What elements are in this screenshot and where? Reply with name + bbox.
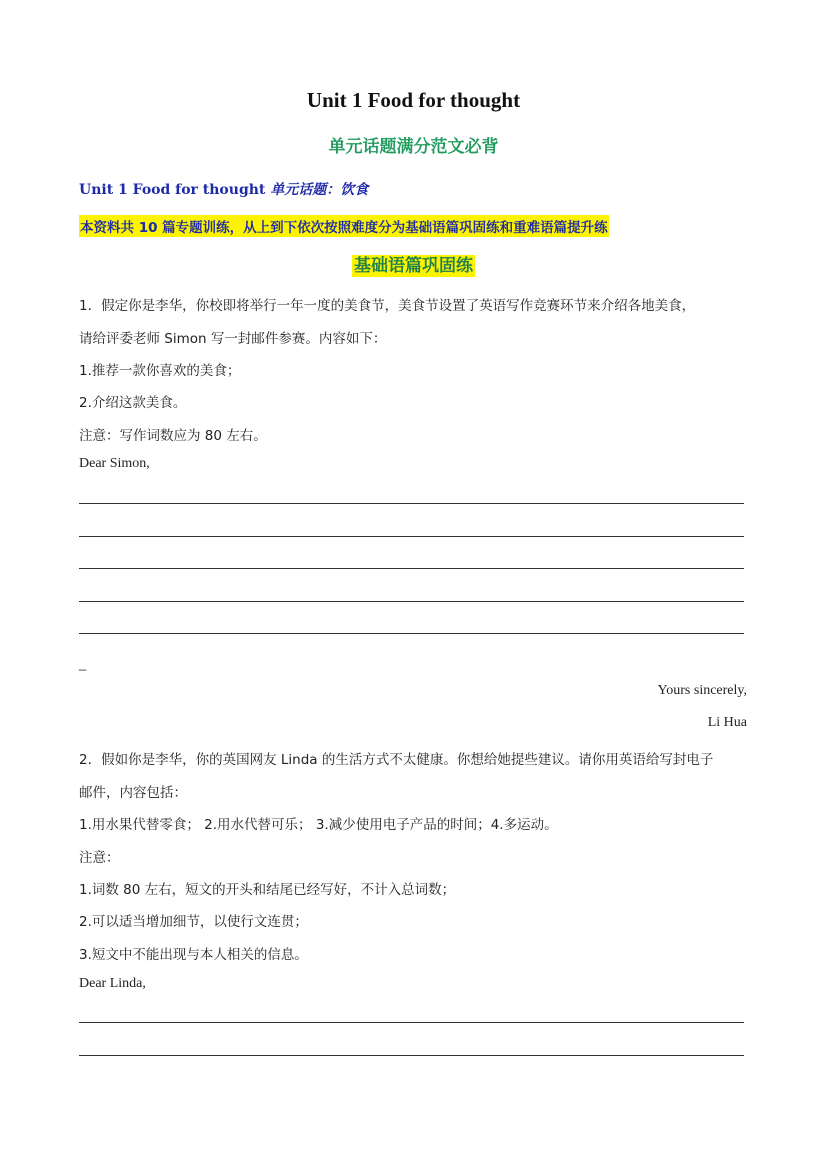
- task2-note-2: 2.可以适当增加细节，以使行文连贯；: [79, 914, 308, 930]
- section-heading-text: 基础语篇巩固练: [354, 256, 473, 276]
- document-title: Unit 1 Food for thought: [306, 88, 521, 112]
- topic-chinese: 单元话题：饮食: [270, 182, 369, 198]
- section-heading: [0, 251, 827, 276]
- task1-note: 注意：写作词数应为 80 左右。: [79, 428, 267, 444]
- task2-note-3: 3.短文中不能出现与本人相关的信息。: [79, 947, 308, 963]
- document-subtitle: 单元话题满分范文必背: [328, 137, 499, 157]
- answer-line: [79, 568, 744, 569]
- task1-requirement-2: 2.介绍这款美食。: [79, 395, 187, 411]
- blank-dash: _: [79, 656, 87, 671]
- task2-greeting: Dear Linda,: [79, 976, 146, 991]
- task2-prompt-line2: 邮件，内容包括：: [79, 785, 187, 801]
- answer-line: [79, 536, 744, 537]
- task2-prompt-line1: 2．假如你是李华，你的英国网友 Linda 的生活方式不太健康。你想给她提些建议。请你用英语给写封电子: [79, 752, 714, 768]
- topic-english: Unit 1 Food for thought: [79, 182, 271, 198]
- task1-requirement-1: 1.推荐一款你喜欢的美食；: [79, 363, 241, 379]
- answer-line: [79, 1022, 744, 1023]
- task2-note-label: 注意：: [79, 850, 120, 866]
- topic-line: [79, 179, 368, 199]
- highlighted-notice: 本资料共 10 篇专题训练，从上到下依次按照难度分为基础语篇巩固练和重难语篇提升练: [79, 215, 609, 237]
- answer-line: [79, 503, 744, 504]
- task1-signature: Li Hua: [707, 715, 747, 730]
- answer-line: [79, 633, 744, 634]
- answer-line: [79, 601, 744, 602]
- task1-prompt-line1: 1．假定你是李华，你校即将举行一年一度的美食节，美食节设置了英语写作竞赛环节来介绍各地美食，: [79, 298, 696, 314]
- task1-greeting: Dear Simon,: [79, 456, 150, 471]
- task1-prompt-line2: 请给评委老师 Simon 写一封邮件参赛。内容如下：: [79, 331, 387, 347]
- task1-closing: Yours sincerely,: [657, 683, 747, 698]
- task2-points: 1.用水果代替零食； 2.用水代替可乐； 3.减少使用电子产品的时间；4.多运动。: [79, 817, 558, 833]
- answer-line: [79, 1055, 744, 1056]
- task2-note-1: 1.词数 80 左右，短文的开头和结尾已经写好，不计入总词数；: [79, 882, 456, 898]
